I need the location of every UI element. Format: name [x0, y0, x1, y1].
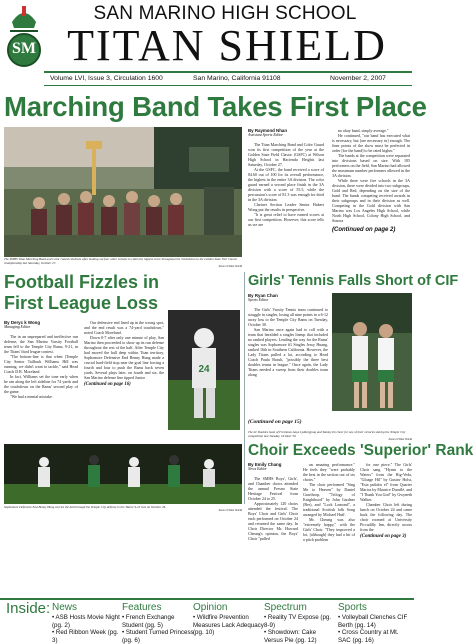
- paragraph: Mr. Cheung was also "extremely happy," with the Girls' Choir. "They improved a lot, [although] they had a bit of a pitch problem: [303, 517, 355, 542]
- choir-col-2: [303, 462, 355, 542]
- inside-section-name[interactable]: News: [52, 602, 78, 613]
- inside-item[interactable]: • Reality TV Expose (pg. 8-9): [264, 614, 332, 629]
- lead-headline: Marching Band Takes First Place: [4, 91, 427, 122]
- paragraph: The Titan Marching Band and Color Guard won its first competition of the year at the Golden State Field Classic (GSFC) at Wilson High School in Hacienda Heights last Saturday, October 27.: [248, 141, 324, 167]
- paragraph: an amazing performance." He feels they "were probably the best in the section out of six choirs.": [303, 462, 355, 482]
- lead-col-1-text: [248, 142, 324, 227]
- volume-info: Volume LVI, Issue 3, Circulation 1600: [50, 75, 163, 82]
- paragraph: no okay band, simply average.": [338, 128, 389, 133]
- lead-col-2: [332, 128, 410, 233]
- inside-section-name[interactable]: Features: [122, 602, 162, 613]
- choir-headline: Choir Exceeds 'Superior' Rank: [248, 442, 473, 459]
- football-headline-1: Football Fizzles in: [4, 272, 160, 292]
- paper-title: TITAN SHIELD: [67, 21, 387, 70]
- football-col-1: [4, 320, 78, 399]
- football-col-1-text: [4, 334, 78, 399]
- masthead: [0, 0, 414, 88]
- inside-item[interactable]: • Volleyball Clenches CIF Berth (pg. 14): [338, 614, 408, 629]
- inside-section-name[interactable]: Spectrum: [264, 602, 307, 613]
- choir-col-1: [248, 462, 298, 541]
- paragraph: "It is great relief to have earned scores at our first competition. However, this score tells us we are: [248, 211, 324, 227]
- paragraph: Clarinet Section Leader Senior Hubert Wong put the results in perspective.: [248, 201, 324, 212]
- inside-section-spectrum[interactable]: [264, 602, 336, 644]
- inside-section-name[interactable]: Sports: [338, 602, 367, 613]
- tennis-headline: Girls' Tennis Falls Short of CIF: [248, 273, 459, 289]
- paragraph: Approximately 120 choirs attended the festival. The Boys' Choir and Girls' Choir each performed on October 24 and returned the same day. In Choir Director Mr. Howard Cheung's opinion, the Boys' Choir "pulled: [248, 500, 298, 541]
- choir-col-3-text: [360, 462, 412, 532]
- issue-date: November 2, 2007: [330, 75, 386, 82]
- football-byline: By Deryc k Wong: [4, 320, 41, 325]
- inside-section-news[interactable]: [52, 602, 124, 644]
- football-side-photo: [168, 310, 240, 430]
- band-photo-credit: Jason Li/Titan Shield: [218, 265, 242, 268]
- paragraph: San Marino once again had to roll with a team that heralded a singles lineup that included no ranked players. Leading the way for the Rams' singles was Sophomore #1 Singles Jessy Huang, ranked 16th in Southern California. However, the Lady Titans pulled a lot, according to Head Coach Paula Brault, "possibly the three best doubles teams in league." Once again, the Lady Titans needed a sweep from their doubles team along: [248, 326, 328, 377]
- inside-section-sports[interactable]: [338, 602, 410, 644]
- choir-article: [248, 462, 412, 612]
- inside-item[interactable]: • ASB Hosts Movie Night (pg. 2): [52, 614, 120, 629]
- svg-text:24: 24: [198, 364, 210, 375]
- choir-byline: By Emily Chang: [248, 462, 282, 467]
- paragraph: In fact, Williams set the tone early when he ran along the left sideline for 74 yards and the touchdown on the Rams' second play of the game.: [4, 373, 78, 394]
- tennis-col: [248, 293, 328, 377]
- football-byline-role: Managing Editor: [4, 325, 31, 329]
- band-photo-caption: The SMHS Titan Marching Band and Color Guard celebrate after beating out four other schools to claim the highest score throughout the 3A division in the Golden State Fall Classic championship last Saturday, October 27.: [4, 257, 238, 265]
- choir-byline-role: News Editor: [248, 467, 267, 471]
- inside-item[interactable]: • Cross Country at Mt. SAC (pg. 16): [338, 629, 399, 644]
- tennis-byline: By Ryan Chan: [248, 293, 278, 298]
- tennis-continued[interactable]: (Continued on page 15): [248, 419, 302, 425]
- tennis-photo-caption: The #1 Doubles team of Freshmen Anya Lydbergjung and Tammy Im cheer for one of their victories during the Temple City competition last Tuesday, October 30.: [248, 430, 406, 438]
- football-headline-2: First League Loss: [4, 293, 159, 313]
- paragraph: At the GSFC, the band received a score of 84.60 out of 100 for its overall performance, the highest in the entire 3A division. The color guard earned a second place finish in the 3A division with a score of 55.5, while the percussion's score of 81.3 was enough for third in the 3A division.: [248, 166, 324, 202]
- football-photo-credit: Jason Li/Titan Shield: [218, 509, 242, 512]
- paragraph: "We had a mental mistake.: [10, 393, 53, 399]
- paragraph: He continued, "our band has executed what is necessary, but [are necessary in] enough. The finer points of the show must be perfected in order [for the band] to be rated higher.": [332, 133, 410, 153]
- paragraph: The Girls' Varsity Tennis team continued to struggle in singles, losing all nine points in a 6-12 away loss to the Temple City Rams on Tuesday, October 30.: [248, 306, 328, 327]
- inside-item[interactable]: • French Exchange Student (pg. 5): [122, 614, 175, 629]
- paragraph: The SMHS Boys', Girls', and Chamber choirs attended the annual Fresno State Heritage Festival from October 24 to 25.: [248, 475, 298, 501]
- lead-continued[interactable]: (Continued on page 2): [332, 227, 396, 233]
- paragraph: Chamber Choir left during lunch on October 24 and came back the following day. The choir roomed at University Piccadilly Inn, directly across from the: [360, 502, 412, 532]
- paragraph: "The bottom-line is that when [Temple City Senior Tailback Williams Hill was running, we didn't want to tackle," said Head Coach D.R. Moreland.: [4, 353, 78, 374]
- school-name: SAN MARINO HIGH SCHOOL: [93, 3, 357, 24]
- lead-byline: By Raymond Nhan: [248, 128, 288, 133]
- choir-continued[interactable]: (Continued on page 3): [360, 534, 407, 539]
- inside-item[interactable]: • Showdown: Cake Versus Pie (pg. 12): [264, 629, 317, 644]
- tennis-photo: [332, 293, 412, 411]
- paragraph: for one piece." The Girls' Choir sang "Hymn to the Waters" from the Rig-Veda, "Gloage Hil" by Gustav Holst, "Esta pulidos el" from Quarter Marios by Maurice Duruflé, and "I Thank You God" by Gwyneth Walker.: [360, 462, 412, 502]
- inside-section-opinion[interactable]: [193, 602, 265, 637]
- lead-col-1: [248, 128, 324, 227]
- football-continued[interactable]: (Continued on page 16): [84, 382, 131, 387]
- football-article: [4, 320, 240, 444]
- inside-index: [0, 600, 414, 644]
- lead-byline-role: Assistant Sports Editor: [248, 133, 284, 137]
- inside-item[interactable]: • Wildfire Prevention Measures Lack Adequacy (pg. 10): [193, 614, 264, 636]
- inside-section-name[interactable]: Opinion: [193, 602, 228, 613]
- paragraph: Down 0-7 after only one minute of play, San Marino then proceeded to show up its run defense throughout the rest of the half. After Temple City had moved the ball deep within Titan territory, Sophomore Defensive End Benny Hung made a crucial hard-field stop near the goal line forcing a fourth and four to push the Rams back seven yards. Several plays later, on fourth and six, the San Marino defense line tipped Junior: [84, 335, 164, 380]
- choir-col-2-text: [303, 462, 355, 542]
- paragraph: The bands at the competition were separated into divisions based on size. With 185 performers on the field, San Marino had allowed the maximum number performers allowed in the 3A division.: [332, 153, 410, 178]
- lead-article: [248, 128, 410, 268]
- tennis-byline-role: Sports Editor: [248, 298, 269, 302]
- football-photo: [4, 444, 242, 504]
- tennis-col-text: [248, 307, 328, 377]
- inside-item[interactable]: • Red Ribbon Week (pg. 3): [52, 629, 119, 644]
- band-photo: [4, 127, 242, 257]
- choir-col-1-text: [248, 476, 298, 541]
- football-col-2-text: [84, 320, 164, 380]
- inside-section-features[interactable]: [122, 602, 194, 644]
- football-col-2: [84, 320, 164, 387]
- lead-col-2-text: [332, 128, 410, 223]
- monogram: SM: [12, 40, 36, 57]
- paragraph: The in an unprepared and ineffective run defense, the San Marino Varsity Football team fell to the Temple City Rams, 9-21, in the Titans' third league contest.: [4, 333, 78, 354]
- inside-item[interactable]: • Student Turned Princess (pg. 6): [122, 629, 194, 644]
- choir-col-3: [360, 462, 412, 539]
- football-photo-caption: Sophomore Defensive End Benny Hung carries the ball through the Temple City defense in the Titans' 9-21 loss on October 26.: [4, 505, 167, 509]
- paragraph: Our defensive end lined up in the wrong spot, and the end result was a 74-yard touchdown," noted Coach Moreland.: [84, 320, 164, 335]
- mascot-logo: [4, 2, 44, 78]
- paragraph: The choir performed "Sing Me to Heaven" by Daniel Gawthrop, "Trilogy of Knighthood" by John Gardner (Ber), and "Lock Lomond", a traditional Scottish folk Song arranged by Michael Huff.: [303, 482, 355, 517]
- address: San Marino, California 91108: [193, 75, 281, 82]
- inside-label: Inside:: [6, 600, 51, 617]
- tennis-article: [248, 293, 412, 443]
- paragraph: While there were five schools in the 3A division, there were divided into two subgroups, Gold and Red, depending on the size of the band. The bands competing received awards in their subgroups and in their division as well. Competing in the Gold division with San Marino was Los Angeles High School, while North High School, Colony High School, and Sonora: [332, 178, 410, 223]
- tennis-photo-credit: Jason Li/Titan Shield: [388, 438, 412, 441]
